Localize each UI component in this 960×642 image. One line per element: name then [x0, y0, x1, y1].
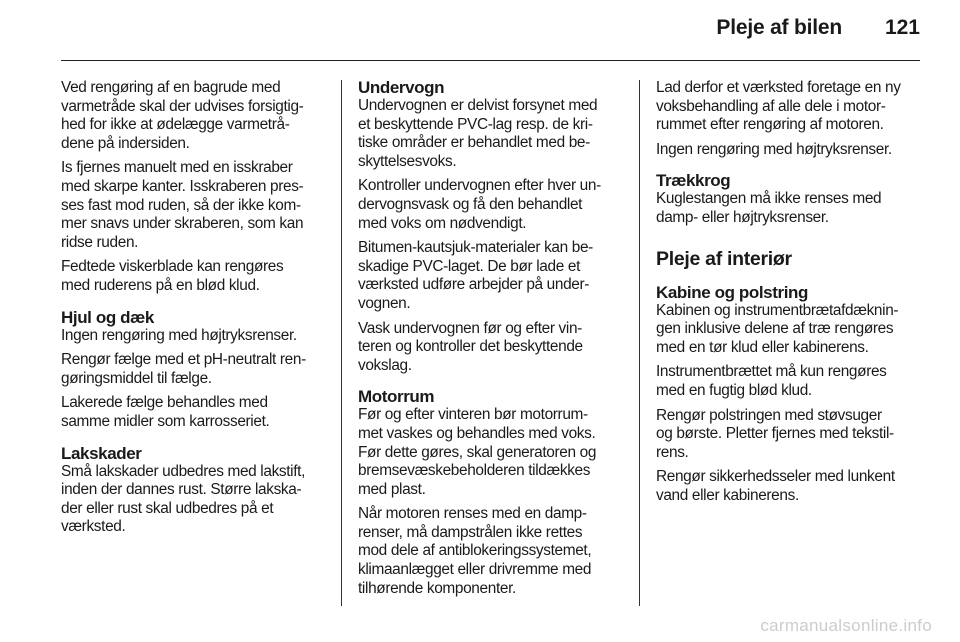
text-line: gen inklusive delene af træ rengøres — [656, 320, 894, 338]
paragraph — [656, 363, 932, 400]
text-line: tilhørende komponenter. — [358, 579, 516, 597]
paragraph — [61, 258, 333, 295]
text-line: værksted udføre arbejder på under- — [358, 276, 590, 294]
paragraph — [358, 97, 633, 171]
text-line: varmetråde skal der udvises forsigtig- — [61, 97, 304, 115]
text-line: Før og efter vinteren bør motorrum- — [358, 406, 588, 424]
paragraph — [358, 406, 633, 499]
paragraph — [656, 79, 932, 135]
text-line: et beskyttende PVC-lag resp. de kri- — [358, 115, 593, 133]
heading-engine-compartment: Motorrum — [358, 387, 435, 407]
text-line: hed for ikke at ødelægge varmetrå- — [61, 116, 290, 134]
text-line: Kabinen og instrumentbrætafdæknin- — [656, 301, 899, 319]
column-divider-2 — [639, 80, 640, 606]
text-line: rummet efter rengøring af motoren. — [656, 116, 884, 134]
text-line: voksbehandling af alle dele i motor- — [656, 97, 886, 115]
paragraph — [61, 463, 333, 537]
heading-interior-care: Pleje af interiør — [656, 247, 792, 270]
text-line: Lad derfor et værksted foretage en ny — [656, 79, 901, 96]
column-1 — [61, 79, 333, 543]
text-line: Ingen rengøring med højtryksrenser. — [61, 326, 297, 344]
text-line: Lakerede fælge behandles med — [61, 394, 268, 412]
paragraph — [656, 141, 932, 160]
text-line: Når motoren renses med en damp- — [358, 505, 587, 523]
paragraph — [656, 302, 932, 358]
text-line: tiske områder er behandlet med be- — [358, 134, 590, 152]
paragraph — [358, 239, 633, 313]
text-line: met vaskes og behandles med voks. — [358, 424, 596, 442]
text-line: Bitumen-kautsjuk-materialer kan be- — [358, 239, 593, 257]
text-line: Is fjernes manuelt med en isskraber — [61, 159, 293, 177]
heading-tow-hitch: Trækkrog — [656, 171, 731, 191]
text-line: Små lakskader udbedres med lakstift, — [61, 462, 306, 480]
text-line: Instrumentbrættet må kun rengøres — [656, 363, 887, 381]
watermark: carmanualsonline.info — [760, 616, 932, 635]
text-line: skadige PVC-laget. De bør lade et — [358, 257, 580, 275]
paragraph — [61, 327, 333, 346]
text-line: Undervognen er delvist forsynet med — [358, 97, 598, 114]
paragraph — [656, 407, 932, 463]
text-line: og børste. Pletter fjernes med tekstil- — [656, 425, 894, 443]
page-number: 121 — [884, 16, 920, 39]
text-line: vand eller kabinerens. — [656, 486, 799, 504]
heading-underbody: Undervogn — [358, 78, 445, 97]
text-line: Ingen rengøring med højtryksrenser. — [656, 140, 892, 158]
heading-cabin-upholstery: Kabine og polstring — [656, 282, 809, 302]
column-divider-1 — [341, 80, 342, 606]
text-line: gøringsmiddel til fælge. — [61, 369, 212, 387]
text-line: Ved rengøring af en bagrude med — [61, 79, 281, 96]
paragraph — [61, 159, 333, 252]
text-line: klimaanlægget eller drivremme med — [358, 561, 592, 579]
paragraph — [656, 468, 932, 505]
paragraph — [358, 320, 633, 376]
text-line: Rengør fælge med et pH-neutralt ren- — [61, 351, 306, 369]
text-line: der eller rust skal udbedres på et — [61, 499, 274, 517]
text-line: teren og kontroller det beskyttende — [358, 338, 583, 356]
paragraph — [358, 505, 633, 598]
text-line: med voks om nødvendigt. — [358, 214, 527, 232]
text-line: mer snavs under skraberen, som kan — [61, 215, 304, 233]
text-line: ses fast mod ruden, så der ikke kom- — [61, 196, 301, 214]
text-line: samme midler som karrosseriet. — [61, 412, 270, 430]
text-line: rens. — [656, 443, 689, 461]
text-line: dervognsvask og få den behandlet — [358, 195, 583, 213]
text-line: Kontroller undervognen efter hver un- — [358, 177, 601, 195]
text-line: Før dette gøres, skal generatoren og — [358, 443, 597, 461]
text-line: med en tør klud eller kabinerens. — [656, 338, 869, 356]
text-line: ridse ruden. — [61, 233, 139, 251]
column-3 — [656, 79, 932, 512]
text-line: vognen. — [358, 294, 411, 312]
page-title: Pleje af bilen — [716, 16, 842, 39]
text-line: med plast. — [358, 480, 426, 498]
text-line: mod dele af antiblokeringssystemet, — [358, 542, 592, 560]
text-line: Kuglestangen må ikke renses med — [656, 190, 882, 208]
paragraph — [61, 394, 333, 431]
paragraph — [358, 177, 633, 233]
header-divider — [61, 60, 920, 61]
page-header — [0, 0, 960, 62]
text-line: vokslag. — [358, 356, 412, 374]
text-line: med en fugtig blød klud. — [656, 381, 812, 399]
text-line: Fedtede viskerblade kan rengøres — [61, 258, 284, 276]
paragraph — [61, 351, 333, 388]
text-line: med ruderens på en blød klud. — [61, 276, 260, 294]
paragraph — [61, 79, 333, 153]
text-line: værksted. — [61, 518, 126, 536]
text-line: damp- eller højtryksrenser. — [656, 208, 829, 226]
text-line: skyttelsesvoks. — [358, 152, 457, 170]
heading-paint-damage: Lakskader — [61, 443, 142, 463]
heading-wheels-tires: Hjul og dæk — [61, 307, 154, 327]
text-line: med skarpe kanter. Isskraberen pres- — [61, 177, 304, 195]
text-line: renser, må dampstrålen ikke rettes — [358, 523, 583, 541]
text-line: inden der dannes rust. Større lakska- — [61, 481, 302, 499]
text-line: Rengør sikkerhedsseler med lunkent — [656, 468, 895, 486]
text-line: bremsevæskebeholderen tildækkes — [358, 462, 591, 480]
text-line: Vask undervognen før og efter vin- — [358, 319, 582, 337]
text-line: Rengør polstringen med støvsuger — [656, 406, 882, 424]
text-line: dene på indersiden. — [61, 134, 190, 152]
column-2 — [358, 79, 633, 604]
paragraph — [656, 190, 932, 227]
